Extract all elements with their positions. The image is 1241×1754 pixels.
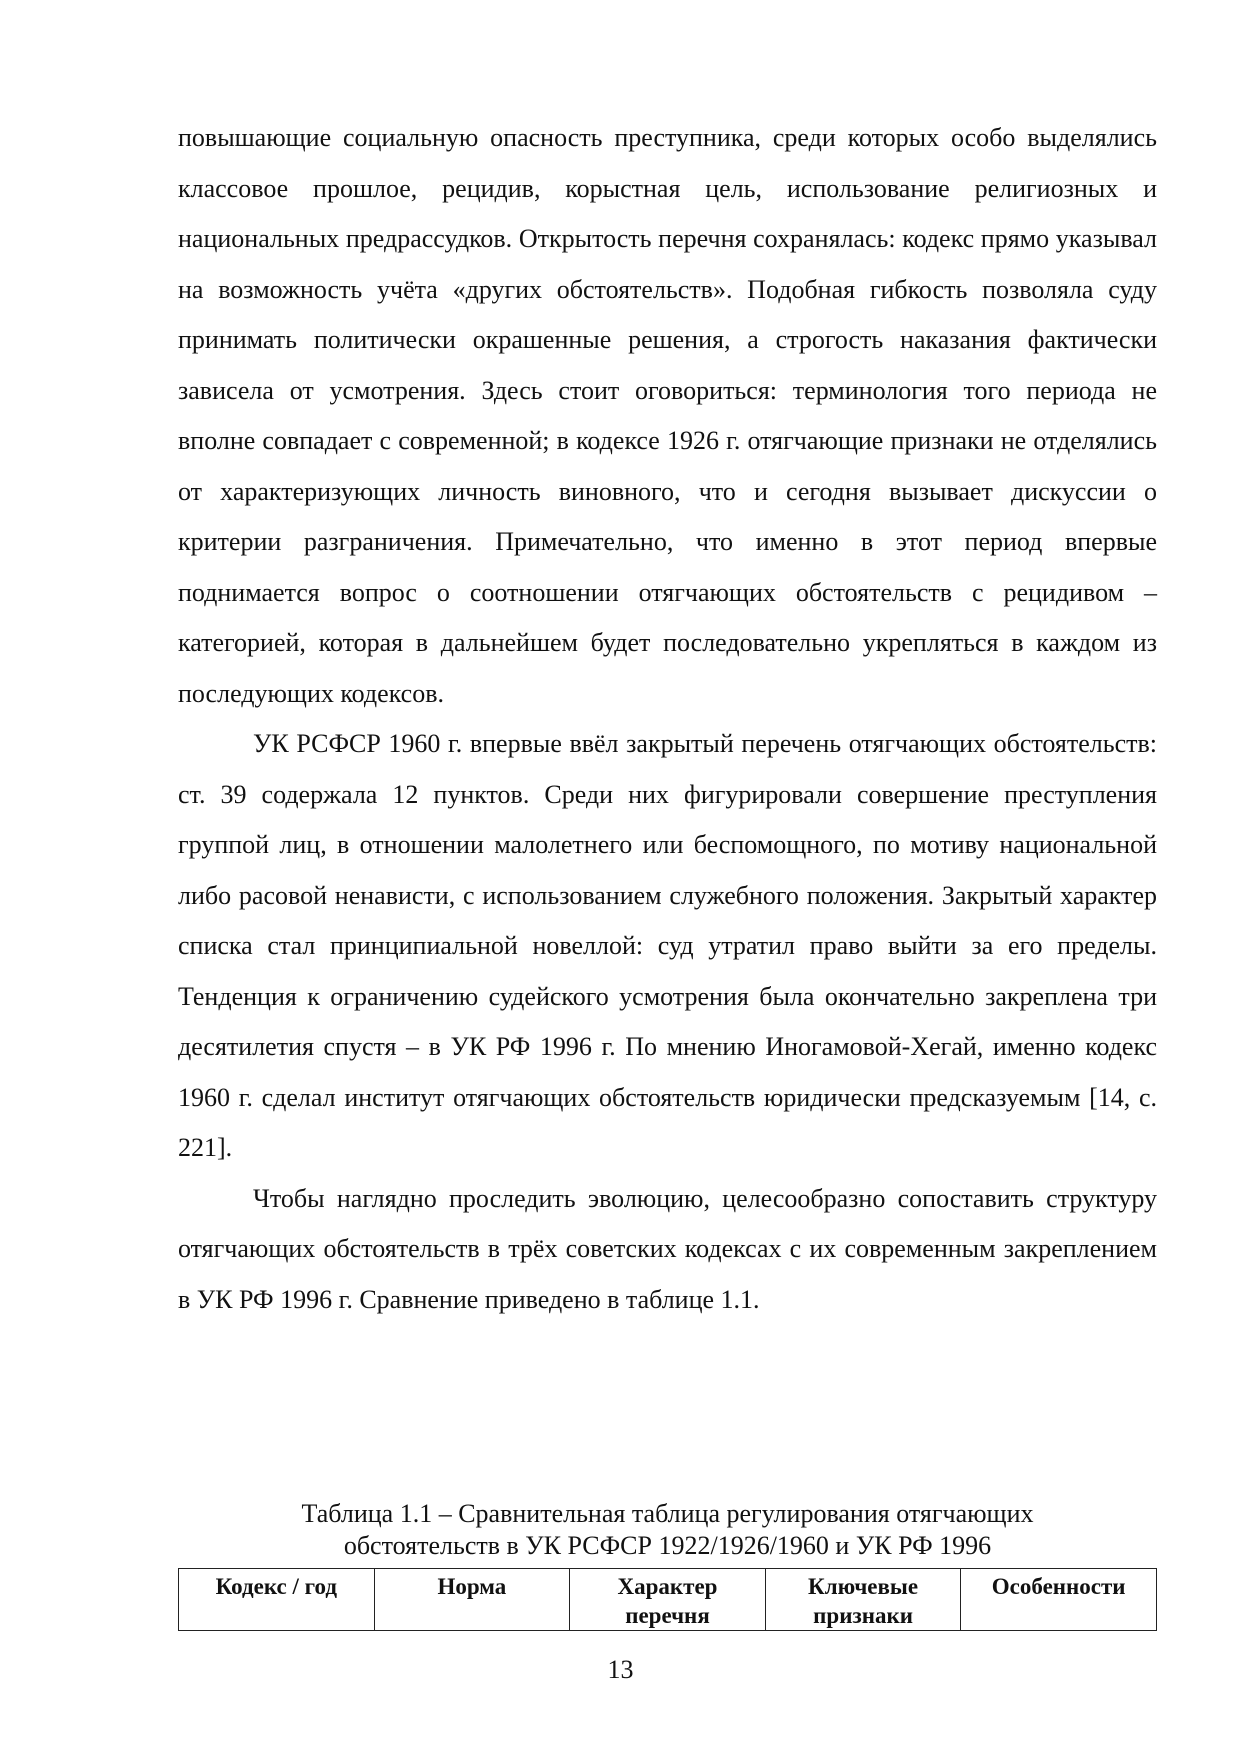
table-caption-line: обстоятельств в УК РСФСР 1922/1926/1960 и УК РФ 1996: [343, 1531, 992, 1560]
table-caption: [178, 1498, 1157, 1562]
table-header-cell: Кодекс / год: [179, 1569, 375, 1631]
table-header-cell: Особенности: [961, 1569, 1157, 1631]
table-caption-line: Таблица 1.1 – Сравнительная таблица регулирования отягчающих: [301, 1499, 1034, 1528]
page-number: 13: [607, 1655, 634, 1684]
paragraph: повышающие социальную опасность преступника, среди которых особо выделялись классовое прошлое, рецидив, корыстная цель, использование религиозных и национальных предрассудков. Открытость перечня сохранялась: кодекс прямо указывал на возможность учёта «других обстоятельств». Подобная гибкость позволяла суду принимать политически окрашенные решения, а строгость наказания фактически зависела от усмотрения. Здесь стоит оговориться: терминология того периода не вполне совпадает с современной; в кодексе 1926 г. отягчающие признаки не отделялись от характеризующих личность виновного, что и сегодня вызывает дискуссии о критерии разграничения. Примечательно, что именно в этот период впервые поднимается вопрос о соотношении отягчающих обстоятельств с рецидивом – категорией, которая в дальнейшем будет последовательно укрепляться в каждом из последующих кодексов.: [178, 123, 1157, 708]
paragraph: Чтобы наглядно проследить эволюцию, целесообразно сопоставить структуру отягчающих обстоятельств в трёх советских кодексах с их современным закреплением в УК РФ 1996 г. Сравнение приведено в таблице 1.1.: [178, 1183, 1157, 1314]
table-header-cell: Норма: [374, 1569, 570, 1631]
body-text: [178, 113, 1157, 1325]
paragraph: УК РСФСР 1960 г. впервые ввёл закрытый перечень отягчающих обстоятельств: ст. 39 содержала 12 пунктов. Среди них фигурировали совершение преступления группой лиц, в отношении малолетнего или беспомощного, по мотиву национальной либо расовой ненависти, с использованием служебного положения. Закрытый характер списка стал принципиальной новеллой: суд утратил право выйти за его пределы. Тенденция к ограничению судейского усмотрения была окончательно закреплена три десятилетия спустя – в УК РФ 1996 г. По мнению Иногамовой-Хегай, именно кодекс 1960 г. сделал институт отягчающих обстоятельств юридически предсказуемым [14, с. 221].: [178, 729, 1157, 1162]
table-header-cell: Характер перечня: [570, 1569, 766, 1631]
table-header-row: [179, 1569, 1157, 1631]
comparison-table: [178, 1568, 1157, 1631]
table-header-cell: Ключевые признаки: [765, 1569, 961, 1631]
